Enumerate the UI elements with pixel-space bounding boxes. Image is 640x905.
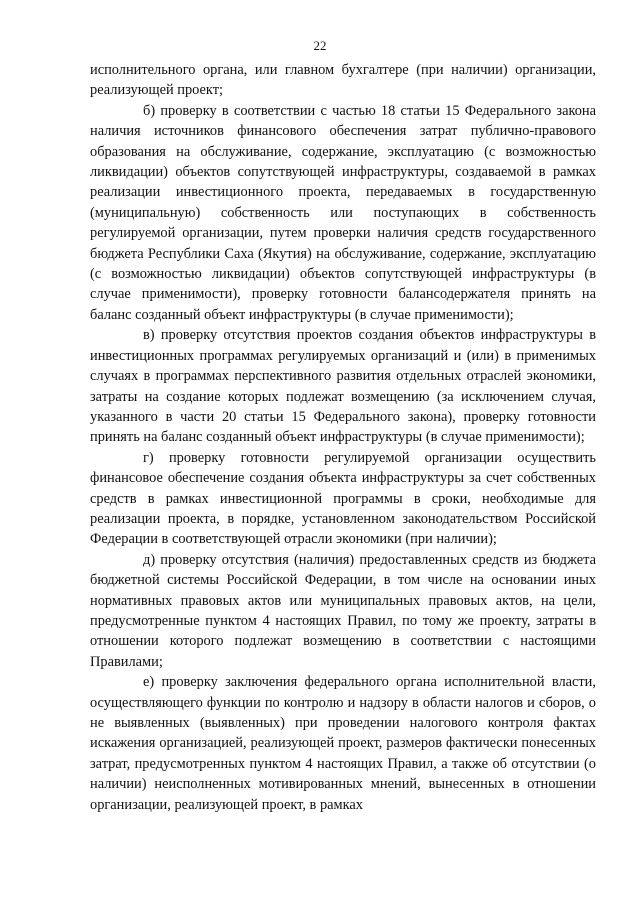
paragraph-item-v: в) проверку отсутствия проектов создания объектов инфраструктуры в инвестиционных программах регулируемых организаций и (или) в применимых случаях в программах перспективного развития отдельных отраслей экономики, затраты на создание которых подлежат возмещению (за исключением случая, указанного в части 20 статьи 15 Федерального закона), проверку готовности принять на баланс созданный объект инфраструктуры (в случае применимости);: [90, 327, 596, 446]
document-body: [90, 60, 596, 815]
page-number: 22: [313, 38, 327, 53]
paragraph-continuation: исполнительного органа, или главном бухгалтере (при наличии) организации, реализующей проект;: [90, 62, 596, 99]
paragraph-item-e: е) проверку заключения федерального органа исполнительной власти, осуществляющего функции по контролю и надзору в области налогов и сборов, о не выявленных (выявленных) при проведении налогового контроля фактах искажения организацией, реализующей проект, размеров фактически понесенных затрат, предусмотренных пунктом 4 настоящих Правил, а также об отсутствии (о наличии) неисполненных мотивированных мнений, вынесенных в отношении организации, реализующей проект, в рамках: [90, 674, 596, 813]
paragraph-item-g: г) проверку готовности регулируемой организации осуществить финансовое обеспечение создания объекта инфраструктуры за счет собственных средств в рамках инвестиционной программы в сроки, необходимые для реализации проекта, в порядке, установленном законодательством Российской Федерации в соответствующей отрасли экономики (при наличии);: [90, 449, 596, 548]
paragraph-item-b: б) проверку в соответствии с частью 18 статьи 15 Федерального закона наличия источников финансового обеспечения затрат публично-правового образования на обслуживание, содержание, эксплуатацию (с возможностью ликвидации) объектов сопутствующей инфраструктуры, создаваемой в рамках реализации инвестиционного проекта, передаваемых в государственную (муниципальную) собственность или поступающих в собственность регулируемой организации, путем проверки наличия средств государственного бюджета Республики Саха (Якутия) на обслуживание, содержание, эксплуатацию (с возможностью ликвидации) объектов сопутствующей инфраструктуры (в случае применимости), проверку готовности балансодержателя принять на баланс созданный объект инфраструктуры (в случае применимости);: [90, 102, 596, 323]
paragraph-item-d: д) проверку отсутствия (наличия) предоставленных средств из бюджета бюджетной системы Российской Федерации, в том числе на основании иных нормативных правовых актов или муниципальных правовых актов, на цели, предусмотренные пунктом 4 настоящих Правил, по тому же проекту, затраты в отношении которого подлежат возмещению в соответствии с настоящими Правилами;: [90, 551, 596, 670]
